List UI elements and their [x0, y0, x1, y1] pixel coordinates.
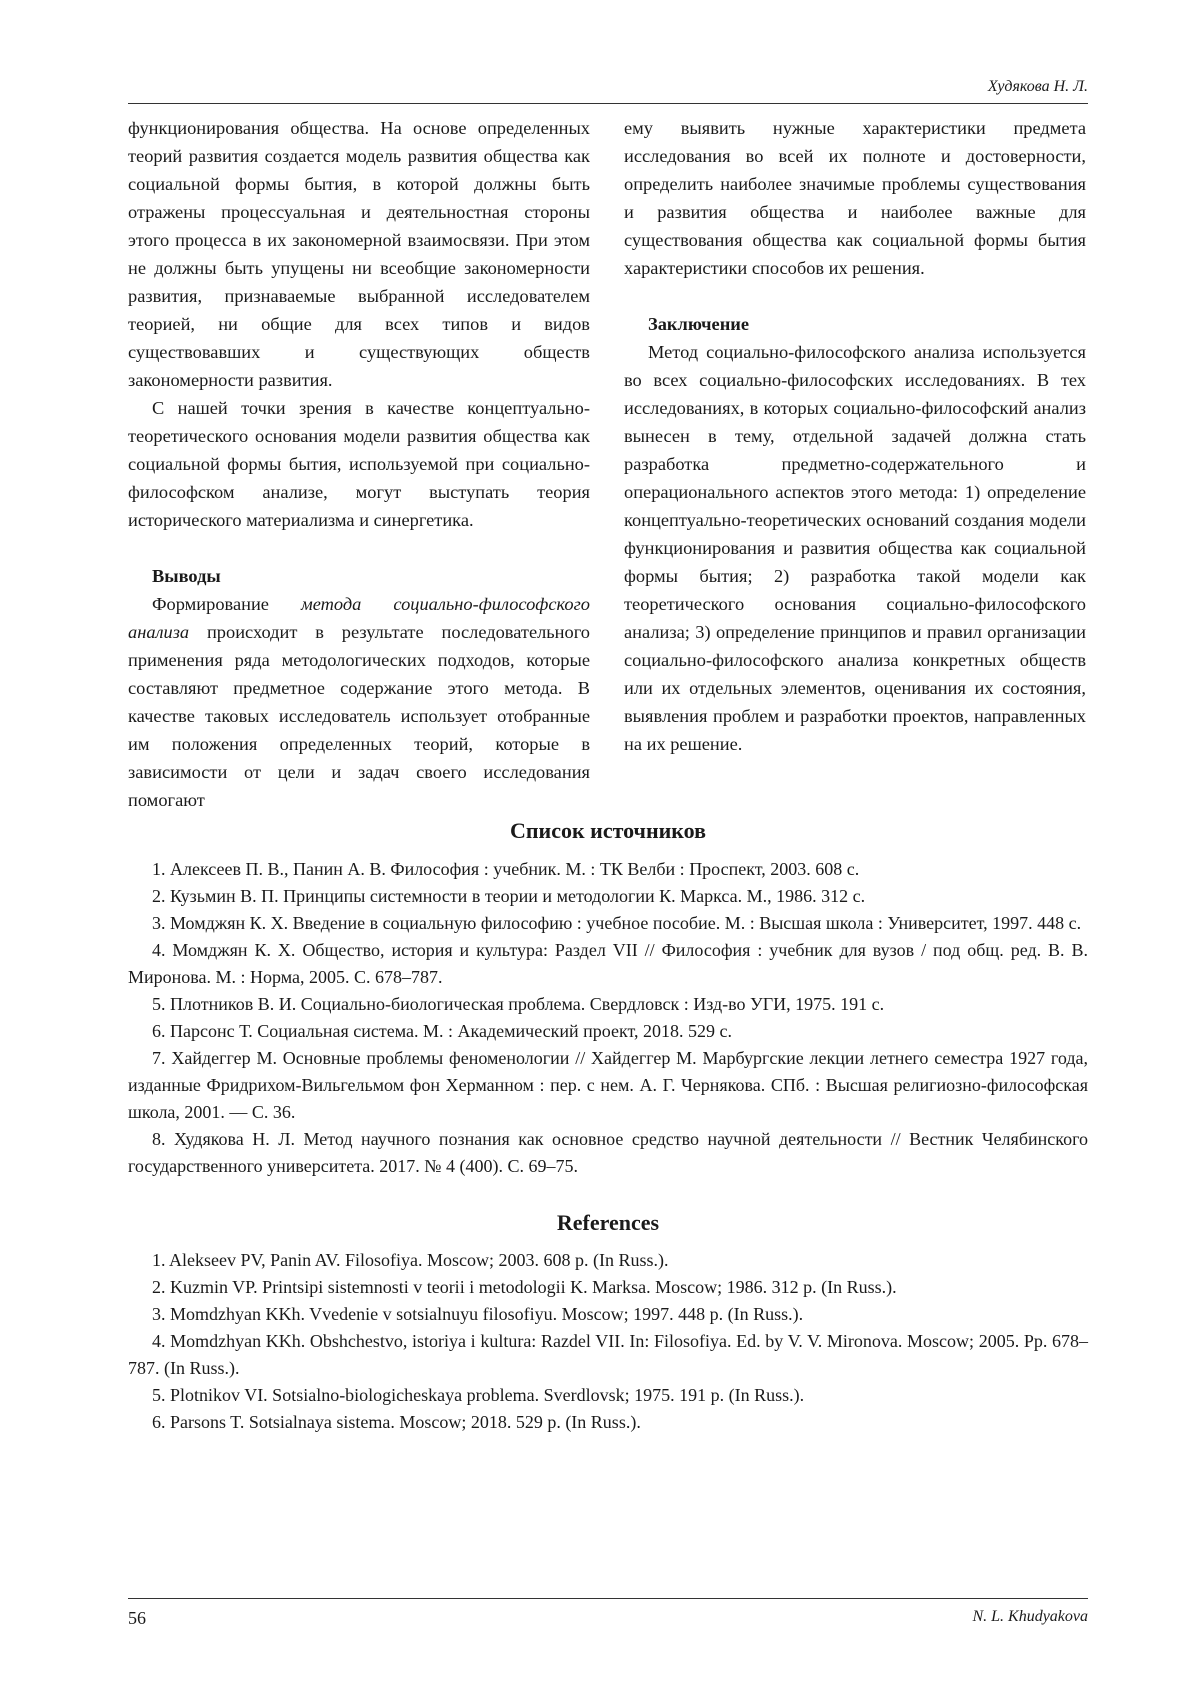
reference-item: 3. Momdzhyan KKh. Vvedenie v sotsialnuyu filosofiyu. Moscow; 1997. 448 p. (In Russ.).	[152, 1304, 804, 1324]
text-run: Формирование	[152, 594, 301, 614]
reference-item: 2. Kuzmin VP. Printsipi sistemnosti v teorii i metodologii K. Marksa. Moscow; 1986. 312 p. (In Russ.).	[152, 1277, 897, 1297]
section-heading-final: Заключение	[648, 314, 750, 334]
footer-rule	[128, 1598, 1088, 1599]
source-item: 5. Плотников В. И. Социально-биологическая проблема. Свердловск : Изд-во УГИ, 1975. 191 с.	[152, 994, 885, 1014]
page-number: 56	[128, 1608, 146, 1628]
source-item: 2. Кузьмин В. П. Принципы системности в теории и методологии К. Маркса. М., 1986. 312 с.	[152, 886, 866, 906]
source-item: 3. Момджян К. Х. Введение в социальную философию : учебное пособие. М. : Высшая школа : Университет, 1997. 448 с.	[152, 913, 1082, 933]
source-item: 1. Алексеев П. В., Панин А. В. Философия : учебник. М. : ТК Велби : Проспект, 2003. 608 с.	[152, 859, 860, 879]
reference-item: 4. Momdzhyan KKh. Obshchestvo, istoriya i kultura: Razdel VII. In: Filosofiya. Ed. by V. V. Mironova. Moscow; 2005. Pp. 678–787. (In Russ.).	[128, 1331, 1088, 1378]
references-list	[128, 1247, 1088, 1436]
source-item: 8. Худякова Н. Л. Метод научного познания как основное средство научной деятельности // Вестник Челябинского государственного университета. 2017. № 4 (400). С. 69–75.	[128, 1129, 1088, 1176]
right-column	[624, 114, 1086, 758]
references-title: References	[556, 1210, 660, 1235]
text-run: происходит в результате последовательного применения ряда методологических подходов, которые составляют предметное содержание этого метода. В качестве таковых исследователь использует отобранные им положения определенных теорий, которые в зависимости от цели и задач своего исследования помогают	[128, 622, 590, 810]
sources-title: Список источников	[509, 818, 707, 843]
body-columns	[128, 114, 1088, 874]
running-head-author: Худякова Н. Л.	[987, 78, 1088, 95]
paragraph: С нашей точки зрения в качестве концептуально-теоретического основания модели развития общества как социальной формы бытия, используемой при социально-философском анализе, могут выступать теория исторического материализма и синергетика.	[128, 398, 590, 530]
reference-item: 6. Parsons T. Sotsialnaya sistema. Moscow; 2018. 529 p. (In Russ.).	[152, 1412, 641, 1432]
reference-item: 1. Alekseev PV, Panin AV. Filosofiya. Moscow; 2003. 608 p. (In Russ.).	[152, 1250, 669, 1270]
source-item: 7. Хайдеггер М. Основные проблемы феноменологии // Хайдеггер М. Марбургские лекции летнего семестра 1927 года, изданные Фридрихом-Вильгельмом фон Херманном : пер. с нем. А. Г. Чернякова. СПб. : Высшая религиозно-философская школа, 2001. — С. 36.	[128, 1048, 1088, 1122]
source-item: 4. Момджян К. Х. Общество, история и культура: Раздел VII // Философия : учебник для вузов / под общ. ред. В. В. Миронова. М. : Норма, 2005. С. 678–787.	[128, 940, 1088, 987]
section-heading-conclusions: Выводы	[152, 566, 221, 586]
emphasis-text: метода социально-философского анализа	[128, 594, 590, 642]
left-column	[128, 114, 590, 814]
paragraph: Метод социально-философского анализа используется во всех социально-философских исследованиях. В тех исследованиях, в которых социально-философский анализ вынесен в тему, отдельной задачей должна стать разработка предметно-содержательного и операционального аспектов этого метода: 1) определение концептуально-теоретических оснований создания модели функционирования и развития общества как социальной формы бытия; 2) разработка такой модели как теоретического основания социально-философского анализа; 3) определение принципов и правил организации социально-философского анализа конкретных обществ или их отдельных элементов, оценивания их состояния, выявления проблем и разработки проектов, направленных на их решение.	[624, 342, 1086, 754]
header-rule	[128, 103, 1088, 104]
footer-author: N. L. Khudyakova	[972, 1608, 1088, 1625]
paragraph: функционирования общества. На основе определенных теорий развития создается модель развития общества как социальной формы бытия, в которой должны быть отражены процессуальная и деятельностная стороны этого процесса в их закономерной взаимосвязи. При этом не должны быть упущены ни всеобщие закономерности развития, признаваемые выбранной исследователем теорией, ни общие для всех типов и видов существовавших и существующих обществ закономерности развития.	[128, 118, 590, 390]
paragraph	[128, 590, 590, 814]
source-item: 6. Парсонс Т. Социальная система. М. : Академический проект, 2018. 529 с.	[152, 1021, 733, 1041]
sources-list	[128, 856, 1088, 1180]
paragraph: ему выявить нужные характеристики предмета исследования во всей их полноте и достоверности, определить наиболее значимые проблемы существования и развития общества и наиболее важные для существования общества как социальной формы бытия характеристики способов их решения.	[624, 118, 1086, 278]
reference-item: 5. Plotnikov VI. Sotsialno-biologicheskaya problema. Sverdlovsk; 1975. 191 p. (In Russ.).	[152, 1385, 805, 1405]
